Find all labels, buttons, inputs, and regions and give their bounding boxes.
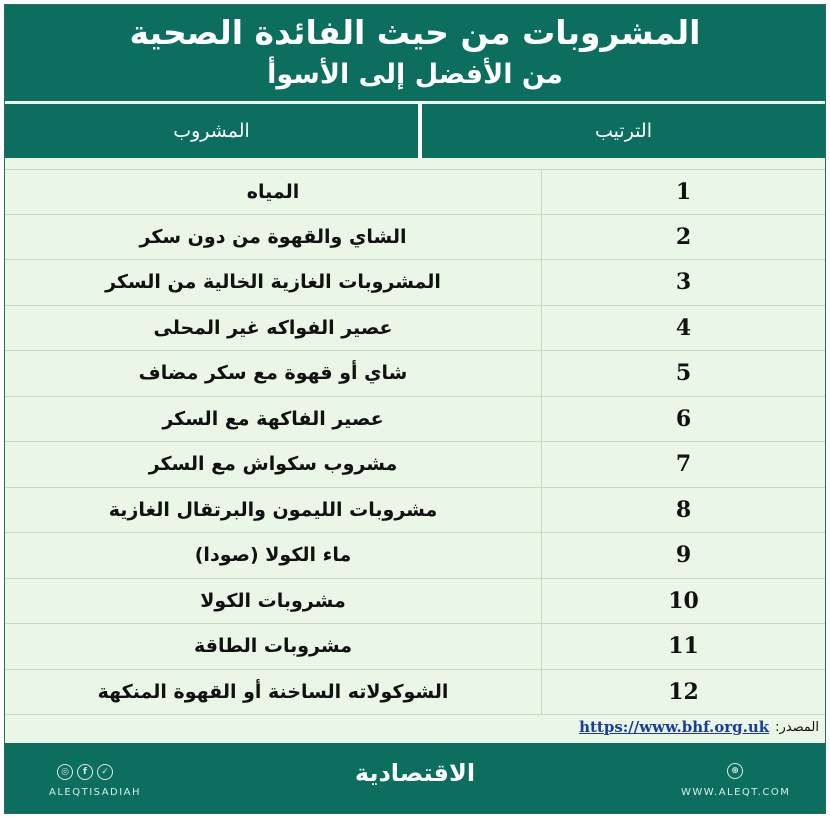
- rank-cell: 12: [668, 678, 699, 705]
- drink-cell: مشروب سكواش مع السكر: [148, 453, 398, 476]
- drink-cell: المشروبات الغازية الخالية من السكر: [105, 271, 441, 294]
- drink-cell: الشاي والقهوة من دون سكر: [139, 225, 407, 248]
- rank-cell: 10: [668, 587, 699, 614]
- infographic: [4, 4, 826, 814]
- facebook-icon[interactable]: f: [77, 764, 93, 780]
- rank-cell: 8: [675, 496, 692, 523]
- drink-cell: عصير الفواكه غير المحلى: [153, 316, 393, 339]
- table-row: [5, 260, 825, 306]
- table-row: [5, 488, 825, 534]
- rank-cell: 4: [675, 314, 692, 341]
- table-row: [5, 624, 825, 670]
- drink-cell: المياه: [246, 180, 300, 203]
- drink-cell: شاي أو قهوة مع سكر مضاف: [138, 362, 408, 385]
- table-header: [5, 104, 825, 158]
- table-body: [5, 169, 825, 715]
- drink-cell: ماء الكولا (صودا): [194, 544, 352, 567]
- source-line: [579, 715, 819, 739]
- twitter-icon[interactable]: ✓: [97, 764, 113, 780]
- source-link[interactable]: https://www.bhf.org.uk: [579, 718, 770, 736]
- table-row: [5, 397, 825, 443]
- rank-cell: 11: [668, 633, 699, 660]
- drink-cell: مشروبات الكولا: [200, 589, 346, 612]
- table-row: [5, 670, 825, 716]
- footer-bar: [5, 743, 825, 813]
- instagram-icon[interactable]: ◎: [57, 764, 73, 780]
- source-label: المصدر:: [775, 719, 819, 735]
- drink-cell: مشروبات الطاقة: [194, 635, 352, 658]
- site-url[interactable]: WWW.ALEQT.COM: [681, 787, 791, 798]
- rank-cell: 1: [675, 178, 692, 205]
- drink-cell: الشوكولاته الساخنة أو القهوة المنكهة: [97, 680, 449, 703]
- table-row: [5, 306, 825, 352]
- rank-cell: 2: [675, 223, 692, 250]
- social-handle: ALEQTISADIAH: [49, 787, 142, 798]
- table-row: [5, 215, 825, 261]
- header-rank: الترتيب: [595, 120, 652, 142]
- header-drink: المشروب: [173, 120, 250, 142]
- table-row: [5, 351, 825, 397]
- table-row: [5, 442, 825, 488]
- rank-cell: 7: [675, 451, 692, 478]
- web-icon[interactable]: ⊕: [727, 763, 743, 779]
- drink-cell: مشروبات الليمون والبرتقال الغازية: [108, 498, 438, 521]
- rank-cell: 6: [675, 405, 692, 432]
- rank-cell: 3: [675, 269, 692, 296]
- page-subtitle: من الأفضل إلى الأسوأ: [267, 59, 563, 90]
- table-row: [5, 533, 825, 579]
- page-title: المشروبات من حيث الفائدة الصحية: [129, 13, 701, 52]
- table-row: [5, 579, 825, 625]
- brand-logo: الاقتصادية: [354, 759, 476, 787]
- rank-cell: 5: [675, 360, 692, 387]
- table-row: [5, 169, 825, 215]
- rank-cell: 9: [675, 542, 692, 569]
- drink-cell: عصير الفاكهة مع السكر: [162, 407, 384, 430]
- title-block: [5, 5, 825, 101]
